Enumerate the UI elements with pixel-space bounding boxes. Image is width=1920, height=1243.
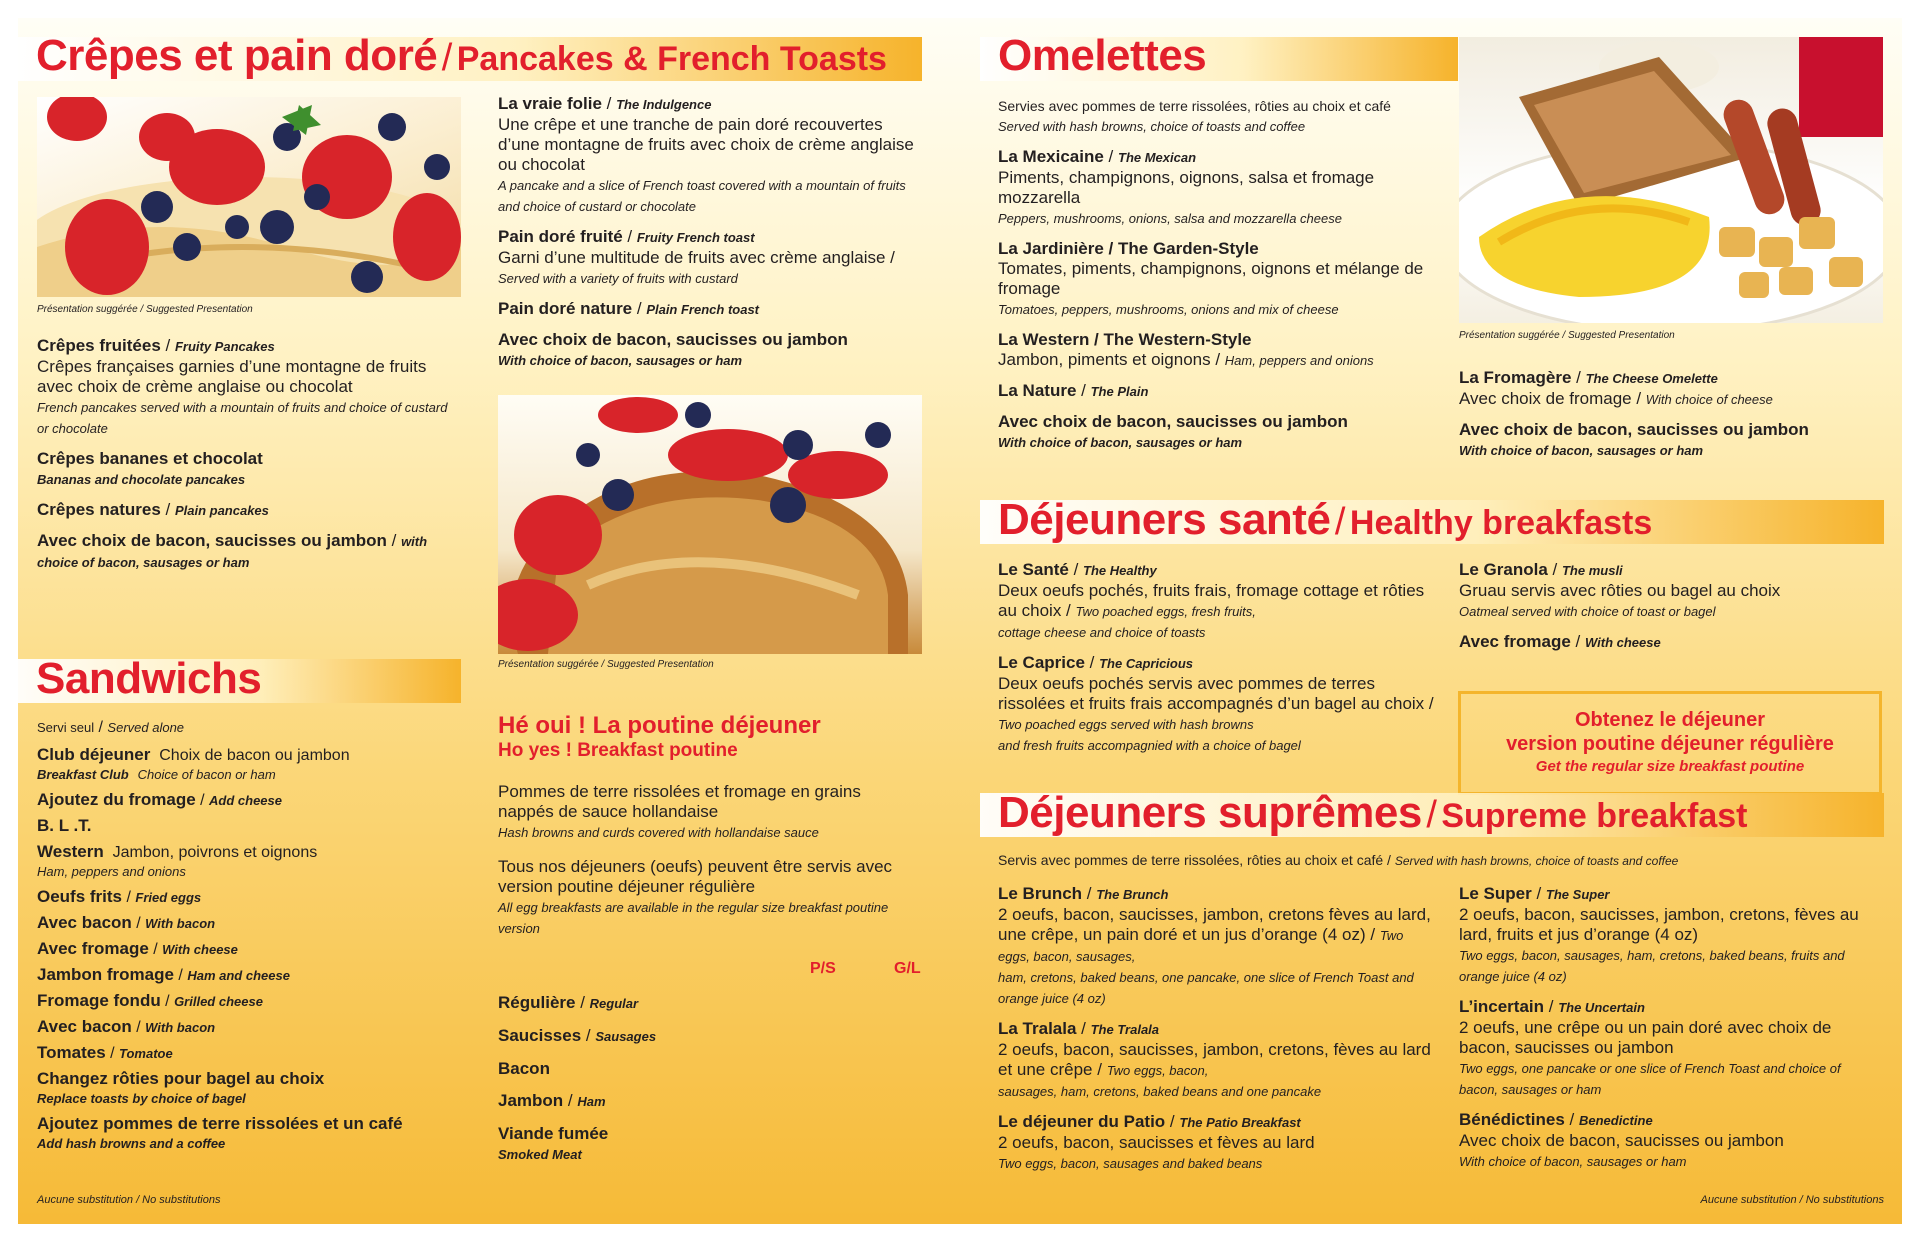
menu-item: Crêpes fruitées / Fruity Pancakes Crêpes françaises garnies d’une montagne de fruits avec choix de crème anglaise ou chocolat French pancakes served with a mountain of fruits and choice of custard or chocolate (37, 336, 448, 436)
menu-item: Jambon / Ham (498, 1091, 606, 1110)
menu-item: B. L .T. (37, 816, 92, 835)
supremes-left-list (998, 884, 1438, 1184)
poutine-description: Pommes de terre rissolées et fromage en grains nappés de sauce hollandaise Hash browns and curds covered with hollandaise sauce Tous nos déjeuners (oeufs) peuvent être servis avec version poutine déjeuner régulière All egg breakfasts are available in the regular size breakfast poutine version (498, 782, 893, 936)
menu-item: Bacon (498, 1059, 550, 1078)
poutine-options (498, 993, 918, 1165)
omelette-photo-caption: Présentation suggérée / Suggested Presentation (1459, 330, 1675, 341)
supremes-right-list (1459, 884, 1879, 1182)
sandwichs-list (37, 718, 467, 1159)
menu-item: La Fromagère / The Cheese Omelette Avec choix de fromage / With choice of cheese (1459, 368, 1773, 408)
menu-item: Le Granola / The musli Gruau servis avec rôties ou bagel au choix Oatmeal served with choice of toast or bagel (1459, 560, 1781, 619)
menu-item: Pain doré fruité / Fruity French toast Garni d’une multitude de fruits avec crème anglaise / Served with a variety of fruits with custard (498, 227, 895, 286)
poutine-col-ps: P/S (810, 960, 836, 977)
menu-item: Western Jambon, poivrons et oignons Ham, peppers and onions (37, 842, 318, 879)
menu-item: Avec bacon / With bacon (37, 1017, 216, 1036)
poutine-title: Hé oui ! La poutine déjeuner Ho yes ! Breakfast poutine (498, 712, 821, 761)
menu-item: Crêpes natures / Plain pancakes (37, 500, 269, 519)
menu-item: Avec bacon / With bacon (37, 913, 216, 932)
menu-item: La vraie folie / The Indulgence Une crêpe et une tranche de pain doré recouvertes d’une montagne de fruits avec choix de crème anglaise ou chocolat A pancake and a slice of French toast covered with a mountain of fruits and choice of custard or chocolate (498, 94, 914, 214)
sandwichs-title: Sandwichs (36, 654, 262, 703)
omelettes-list (998, 96, 1438, 463)
sandwichs-served: Servi seul / Served alone (37, 719, 185, 736)
menu-item: Avec choix de bacon, saucisses ou jambon With choice of bacon, sausages or ham (998, 412, 1348, 450)
menu-item: Saucisses / Sausages (498, 1026, 657, 1045)
crepes-left-list (37, 336, 457, 583)
menu-page (18, 18, 1902, 1224)
french-toast-photo (498, 395, 922, 654)
menu-item: Oeufs frits / Fried eggs (37, 887, 202, 906)
crepes-illustration (37, 97, 461, 297)
french-toast-illustration (498, 395, 922, 654)
sante-right-list (1459, 560, 1879, 663)
menu-item: Le Santé / The Healthy Deux oeufs pochés, fruits frais, fromage cottage et rôties au choix / Two poached eggs, fresh fruits, cottage cheese and choice of toasts (998, 560, 1425, 640)
omelette-photo (1459, 37, 1883, 323)
crepes-photo (37, 97, 461, 297)
menu-item: La Western / The Western-Style Jambon, piments et oignons / Ham, peppers and onions (998, 330, 1374, 369)
menu-item: Fromage fondu / Grilled cheese (37, 991, 263, 1010)
omelettes-intro: Servies avec pommes de terre rissolées, rôties au choix et café Served with hash browns, choice of toasts and coffee (998, 98, 1391, 134)
omelette-illustration (1459, 37, 1883, 323)
menu-item: Le Super / The Super 2 oeufs, bacon, saucisses, jambon, cretons, fèves au lard, fruits et jus d’orange (4 oz) Two eggs, bacon, sausages, ham, cretons, baked beans, fruits and orange juice (4 oz) (1459, 884, 1859, 984)
menu-item: Club déjeuner Choix de bacon ou jambon Breakfast Club Choice of bacon or ham (37, 745, 350, 782)
supremes-intro: Servis avec pommes de terre rissolées, rôties au choix et café / Served with hash browns, choice of toasts and coffee (998, 852, 1679, 868)
menu-item: Ajoutez pommes de terre rissolées et un café Add hash browns and a coffee (37, 1114, 403, 1151)
menu-item: L’incertain / The Uncertain 2 oeufs, une crêpe ou un pain doré avec choix de bacon, saucisses ou jambon Two eggs, one pancake or one slice of French Toast and choice of bacon, sausages or ham (1459, 997, 1841, 1097)
supremes-title: Déjeuners suprêmes / Supreme breakfast (998, 788, 1748, 837)
menu-item: Crêpes bananes et chocolat Bananas and chocolate pancakes (37, 449, 263, 487)
menu-item: Le Brunch / The Brunch 2 oeufs, bacon, saucisses, jambon, cretons fèves au lard, une crêpe, un pain doré et un jus d’orange (4 oz) / Two eggs, bacon, sausages, ham, cretons, baked beans, one pancake, one slice of French Toast and orange juice (4 oz) (998, 884, 1431, 1006)
menu-item: Ajoutez du fromage / Add cheese (37, 790, 282, 809)
menu-item: Tomates / Tomatoe (37, 1043, 173, 1062)
menu-item: Jambon fromage / Ham and cheese (37, 965, 290, 984)
poutine-col-gl: G/L (894, 960, 921, 977)
menu-item: Régulière / Regular (498, 993, 639, 1012)
sandwichs-footer: Aucune substitution / No substitutions (37, 1194, 221, 1206)
french-toast-photo-caption: Présentation suggérée / Suggested Presentation (498, 659, 714, 670)
menu-item: Avec fromage / With cheese (1459, 632, 1661, 651)
crepes-right-list (498, 94, 928, 381)
poutine-promo-box: Obtenez le déjeuner version poutine déjeuner régulière Get the regular size breakfast poutine (1458, 691, 1882, 795)
sante-title: Déjeuners santé / Healthy breakfasts (998, 495, 1653, 544)
omelettes-title: Omelettes (998, 31, 1207, 80)
menu-item: La Mexicaine / The Mexican Piments, champignons, oignons, salsa et fromage mozzarella Peppers, mushrooms, onions, salsa and mozzarella cheese (998, 147, 1375, 226)
omelettes-right-list (1459, 368, 1889, 471)
menu-item: Avec fromage / With cheese (37, 939, 238, 958)
menu-item: La Nature / The Plain (998, 381, 1149, 400)
menu-item: Viande fumée Smoked Meat (498, 1124, 609, 1162)
supremes-footer: Aucune substitution / No substitutions (1700, 1194, 1884, 1206)
crepes-photo-caption: Présentation suggérée / Suggested Presentation (37, 304, 253, 315)
menu-item: Bénédictines / Benedictine Avec choix de bacon, saucisses ou jambon With choice of bacon, sausages or ham (1459, 1110, 1784, 1169)
menu-item: Avec choix de bacon, saucisses ou jambon / with choice of bacon, sausages or ham (37, 531, 428, 570)
menu-item: La Tralala / The Tralala 2 oeufs, bacon, saucisses, jambon, cretons, fèves au lard et une crêpe / Two eggs, bacon, sausages, ham, cretons, baked beans and one pancake (998, 1019, 1431, 1099)
menu-item: Pain doré nature / Plain French toast (498, 299, 760, 318)
menu-item: Changez rôties pour bagel au choix Replace toasts by choice of bagel (37, 1069, 325, 1106)
crepes-title: Crêpes et pain doré / Pancakes & French Toasts (36, 31, 887, 80)
menu-item: Avec choix de bacon, saucisses ou jambon With choice of bacon, sausages or ham (498, 330, 848, 368)
menu-item: La Jardinière / The Garden-Style Tomates, piments, champignons, oignons et mélange de fromage Tomatoes, peppers, mushrooms, onions and mix of cheese (998, 239, 1424, 317)
menu-item: Le Caprice / The Capricious Deux oeufs pochés servis avec pommes de terres rissolées et fruits frais accompagnés d’un bagel au choix / Two poached eggs served with hash browns and fresh fruits accompagnied with a choice of bagel (998, 653, 1434, 753)
sante-left-list (998, 560, 1438, 766)
menu-item: Le déjeuner du Patio / The Patio Breakfast 2 oeufs, bacon, saucisses et fèves au lard Two eggs, bacon, sausages and baked beans (998, 1112, 1315, 1171)
menu-item: Avec choix de bacon, saucisses ou jambon With choice of bacon, sausages or ham (1459, 420, 1809, 458)
